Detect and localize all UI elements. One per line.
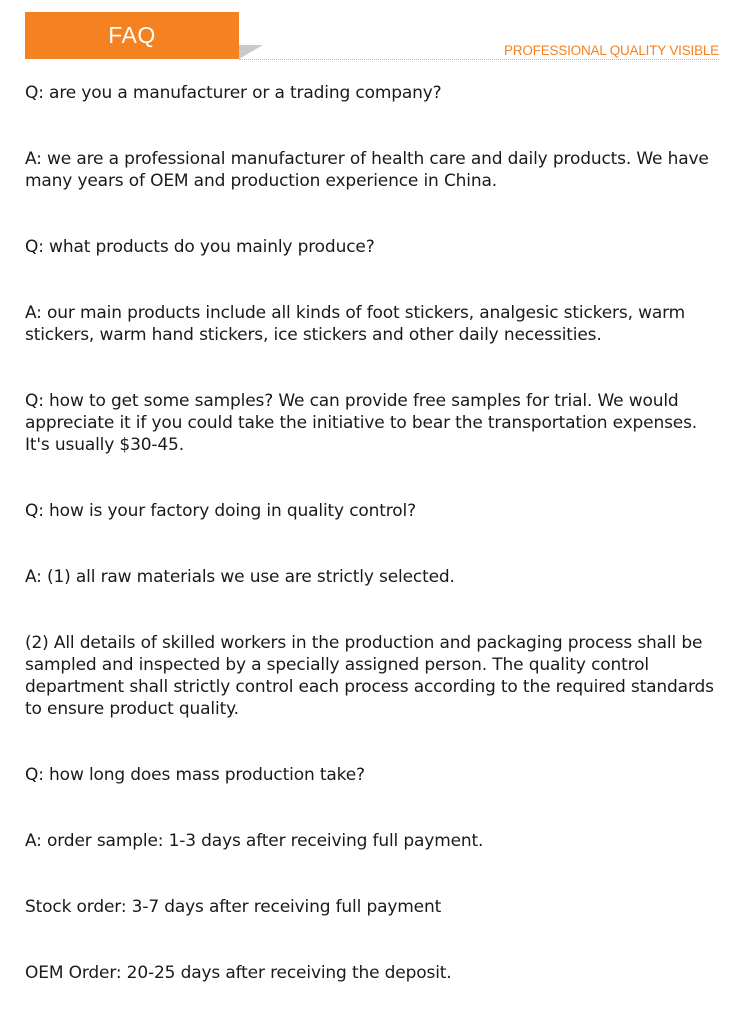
faq-header (0, 0, 750, 70)
header-divider (239, 59, 719, 60)
faq-question: Q: how is your factory doing in quality control? (25, 501, 416, 521)
faq-answer: (2) All details of skilled workers in the production and packaging process shall be sampled and inspected by a specially assigned person. The quality control department shall strictly control each process according to the required standards to ensure product quality. (25, 633, 714, 719)
header-tagline: PROFESSIONAL QUALITY VISIBLE (504, 43, 719, 58)
tab-fold-decoration (239, 45, 263, 59)
faq-answer: A: (1) all raw materials we use are strictly selected. (25, 567, 455, 587)
faq-answer: Stock order: 3-7 days after receiving full payment (25, 897, 442, 917)
faq-answer: A: we are a professional manufacturer of health care and daily products. We have many years of OEM and production experience in China. (25, 149, 709, 191)
faq-question: Q: are you a manufacturer or a trading company? (25, 83, 442, 103)
faq-title-tab: FAQ (25, 12, 239, 59)
faq-question: Q: how to get some samples? We can provide free samples for trial. We would appreciate it if you could take the initiative to bear the transportation expenses. It's usually $30-45. (25, 391, 698, 455)
faq-question: Q: how long does mass production take? (25, 765, 365, 785)
faq-answer: OEM Order: 20-25 days after receiving the deposit. (25, 963, 452, 983)
faq-list (25, 82, 725, 1028)
faq-answer: A: our main products include all kinds of foot stickers, analgesic stickers, warm stickers, warm hand stickers, ice stickers and other daily necessities. (25, 303, 686, 345)
faq-question: Q: what products do you mainly produce? (25, 237, 375, 257)
faq-answer: A: order sample: 1-3 days after receiving full payment. (25, 831, 484, 851)
